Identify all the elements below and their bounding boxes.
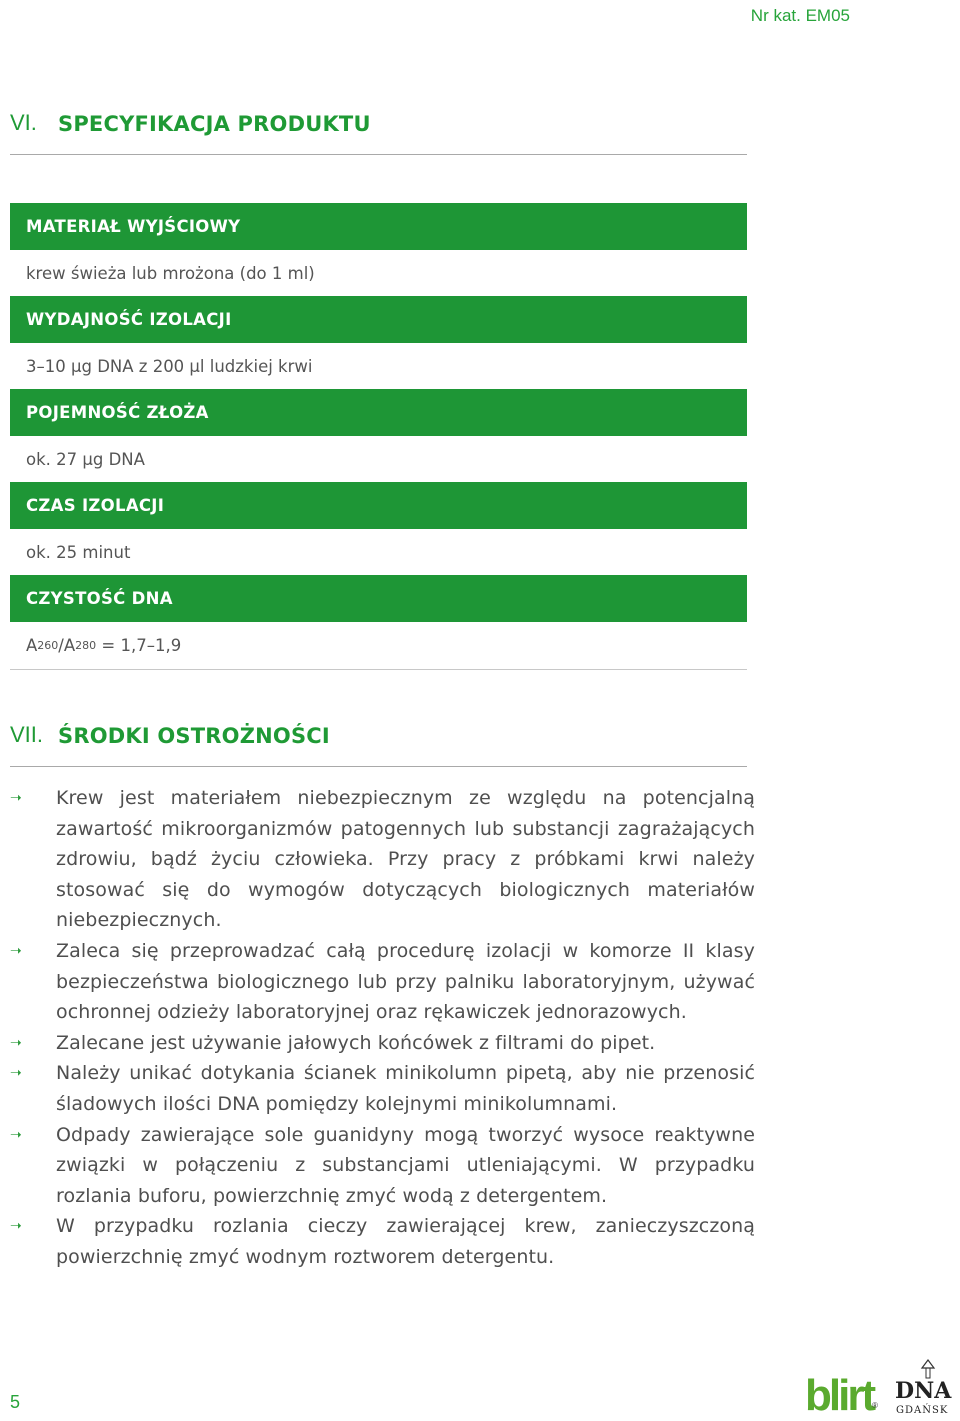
blirt-logo-text: blirt xyxy=(805,1371,874,1416)
purity-a: A xyxy=(26,636,38,655)
arrow-right-icon: ➝ xyxy=(10,1034,22,1051)
precaution-text: Odpady zawierające sole guanidyny mogą tworzyć wysoce reaktywne związki w połączeniu z substancjami utleniającymi. W przypadku rozlania buforu, powierzchnię zmyć wodą z detergentem. xyxy=(56,1123,755,1207)
dna-gdansk-logo xyxy=(895,1360,952,1416)
list-item xyxy=(10,1058,755,1119)
purity-ratio: = 1,7–1,9 xyxy=(96,636,182,655)
dna-logo-text: DNA xyxy=(895,1378,952,1404)
section-number: VI. xyxy=(10,110,37,135)
specification-table xyxy=(10,203,747,670)
tower-icon xyxy=(922,1360,934,1368)
precaution-text: W przypadku rozlania cieczy zawierającej krew, zanieczyszczoną powierzchnię zmyć wodnym roztworem detergentu. xyxy=(56,1215,755,1268)
list-item xyxy=(10,783,755,936)
section-title: ŚRODKI OSTROŻNOŚCI xyxy=(58,724,330,748)
spec-label-purity: CZYSTOŚĆ DNA xyxy=(10,575,747,622)
list-item xyxy=(10,1028,755,1059)
spec-label-time: CZAS IZOLACJI xyxy=(10,482,747,529)
spec-value-capacity: ok. 27 µg DNA xyxy=(26,449,145,469)
spec-value-purity: A 260 /A 280 = 1,7–1,9 xyxy=(10,622,747,670)
list-item xyxy=(10,936,755,1028)
tower-shaft xyxy=(926,1368,930,1378)
arrow-right-icon: ➝ xyxy=(10,1126,22,1143)
arrow-right-icon: ➝ xyxy=(10,1218,22,1235)
catalog-number: Nr kat. EM05 xyxy=(750,6,850,25)
list-item xyxy=(10,1120,755,1212)
section-title: SPECYFIKACJA PRODUKTU xyxy=(58,112,371,136)
precautions-list xyxy=(10,783,755,1273)
precaution-text: Zalecane jest używanie jałowych końcówek z filtrami do pipet. xyxy=(56,1031,656,1054)
precaution-text: Zaleca się przeprowadzać całą procedurę izolacji w komorze II klasy bezpieczeństwa biologicznego lub przy palniku laboratoryjnym, używać ochronnej odzieży laboratoryjnej oraz rękawiczek jednorazowych. xyxy=(56,939,755,1024)
section-header-precautions xyxy=(10,717,747,767)
logos xyxy=(805,1356,960,1416)
spec-value-yield: 3–10 µg DNA z 200 µl ludzkiej krwi xyxy=(26,356,313,376)
arrow-right-icon: ➝ xyxy=(10,942,22,959)
gdansk-logo-text: GDAŃSK xyxy=(896,1405,949,1416)
spec-label-capacity: POJEMNOŚĆ ZŁOŻA xyxy=(10,389,747,436)
blirt-logo xyxy=(805,1371,878,1416)
section-number: VII. xyxy=(10,722,44,747)
section-header-specification xyxy=(10,105,747,155)
arrow-right-icon: ➝ xyxy=(10,1065,22,1082)
arrow-right-icon: ➝ xyxy=(10,790,22,806)
precaution-text: Należy unikać dotykania ścianek minikolumn pipetą, aby nie przenosić śladowych ilości DNA pomiędzy kolejnymi minikolumnami. xyxy=(56,1062,755,1115)
spec-label-yield: WYDAJNOŚĆ IZOLACJI xyxy=(10,296,747,343)
page-number: 5 xyxy=(10,1392,21,1412)
spec-value-time: ok. 25 minut xyxy=(26,542,131,562)
spec-label-material: MATERIAŁ WYJŚCIOWY xyxy=(10,203,747,250)
purity-slash: /A xyxy=(58,636,76,655)
spec-value-material: krew świeża lub mrożona (do 1 ml) xyxy=(26,263,315,283)
precaution-text: Krew jest materiałem niebezpiecznym ze względu na potencjalną zawartość mikroorganizmów patogennych lub substancji zagrażających zdrowiu, bądź życiu człowieka. Przy pracy z próbkami krwi należy stosować się do wymogów dotyczących biologicznych materiałów niebezpiecznych. xyxy=(56,787,755,932)
list-item xyxy=(10,1211,755,1272)
blirt-registered-mark: ® xyxy=(872,1401,878,1410)
